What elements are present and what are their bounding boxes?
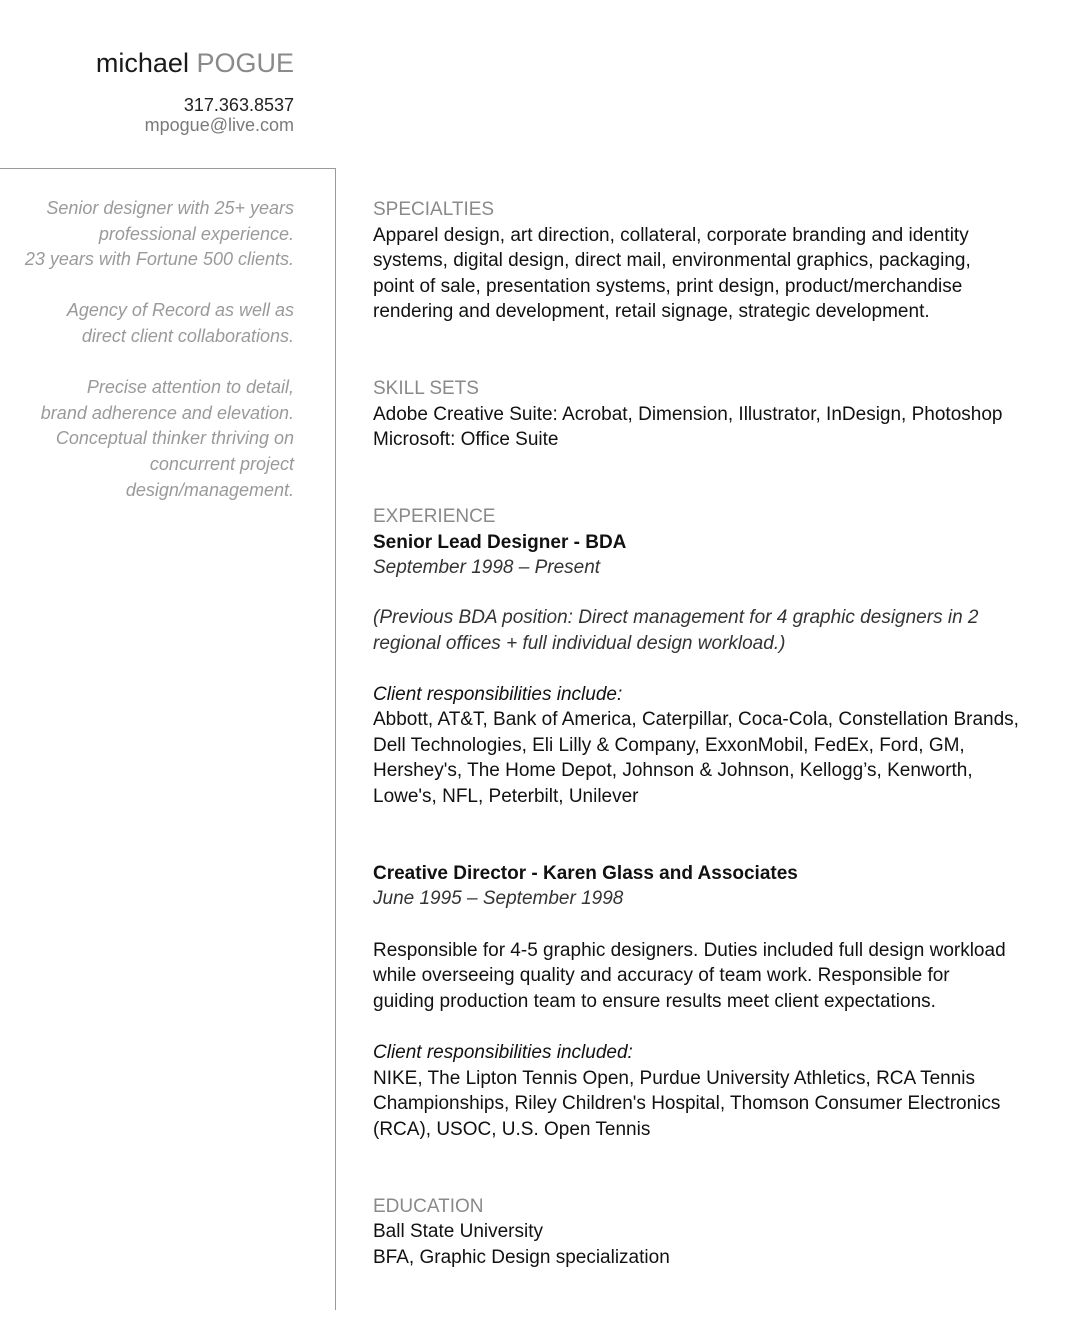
summary-line: Senior designer with 25+ years [46,198,294,218]
text-line: Apparel design, art direction, collateral, corporate branding and identity [373,224,969,246]
text-line: NIKE, The Lipton Tennis Open, Purdue University Athletics, RCA Tennis [373,1067,975,1089]
email-address: mpogue@live.com [144,115,294,135]
job-entry [373,861,1053,1143]
clients-label: Client responsibilities included: [373,1042,633,1063]
specialties-text [373,223,1053,325]
text-line: regional offices + full individual design workload.) [373,632,786,654]
text-line: point of sale, presentation systems, print design, product/merchandise [373,275,963,297]
summary-line: professional experience. [98,223,294,244]
section-title-experience: EXPERIENCE [373,506,496,528]
job-title: Senior Lead Designer - BDA [373,531,627,553]
clients-list [373,1066,1053,1143]
summary-paragraph [0,298,294,349]
summary-line: Agency of Record as well as [66,300,294,321]
section-title-education: EDUCATION [373,1195,484,1217]
text-line: Hershey's, The Home Depot, Johnson & Johnson, Kellogg’s, Kenworth, [373,760,973,782]
job-description [373,938,1053,1015]
text-line: (Previous BDA position: Direct management for 4 graphic designers in 2 [373,606,979,628]
text-line: rendering and development, retail signage, strategic development. [373,301,930,323]
job-dates: June 1995 – September 1998 [373,888,624,910]
summary-sidebar [0,196,294,529]
text-line: while overseeing quality and accuracy of team work. Responsible for [373,965,950,987]
candidate-name [96,46,294,80]
text-line: Abbott, AT&T, Bank of America, Caterpillar, Coca-Cola, Constellation Brands, [373,709,1019,731]
job-note [373,605,1053,656]
first-name: michael [95,48,189,78]
main-content [373,197,1053,1270]
section-title-specialties: SPECIALTIES [373,199,495,220]
summary-line: Conceptual thinker thriving on [55,428,294,449]
job-title: Creative Director - Karen Glass and Associates [373,862,798,884]
clients-label: Client responsibilities include: [373,683,623,705]
summary-paragraph [0,375,294,503]
text-line: Ball State University [373,1221,544,1243]
text-line: Dell Technologies, Eli Lilly & Company, ExxonMobil, FedEx, Ford, GM, [373,734,965,756]
specialties-section [373,197,1053,325]
text-line: guiding production team to ensure results meet client expectations. [373,990,936,1012]
text-line: (RCA), USOC, U.S. Open Tennis [373,1118,651,1140]
education-text [373,1219,1053,1270]
text-line: Microsoft: Office Suite [373,429,559,451]
last-name: POGUE [196,48,294,78]
horizontal-divider [0,168,336,169]
summary-paragraph [0,196,294,273]
summary-line: concurrent project [149,453,294,474]
summary-line: brand adherence and elevation. [40,402,294,423]
text-line: Lowe's, NFL, Peterbilt, Unilever [373,786,639,808]
summary-line: direct client collaborations. [81,325,294,346]
text-line: Championships, Riley Children's Hospital, Thomson Consumer Electronics [373,1093,1001,1115]
clients-list [373,707,1053,809]
job-dates: September 1998 – Present [373,557,601,579]
section-title-skills: SKILL SETS [373,378,479,400]
skills-text [373,402,1053,453]
summary-line: 23 years with Fortune 500 clients. [24,249,294,270]
text-line: systems, digital design, direct mail, environmental graphics, packaging, [373,250,971,272]
phone-number: 317.363.8537 [183,95,294,115]
text-line: Responsible for 4-5 graphic designers. Duties included full design workload [373,939,1006,961]
skills-section [373,376,1053,453]
job-entry [373,530,1053,810]
summary-line: Precise attention to detail, [86,377,294,398]
experience-section [373,504,1053,1142]
vertical-divider [335,168,336,1310]
text-line: BFA, Graphic Design specialization [373,1246,670,1268]
education-section [373,1194,1053,1271]
summary-line: design/management. [125,479,294,500]
text-line: Adobe Creative Suite: Acrobat, Dimension, Illustrator, InDesign, Photoshop [373,403,1003,425]
